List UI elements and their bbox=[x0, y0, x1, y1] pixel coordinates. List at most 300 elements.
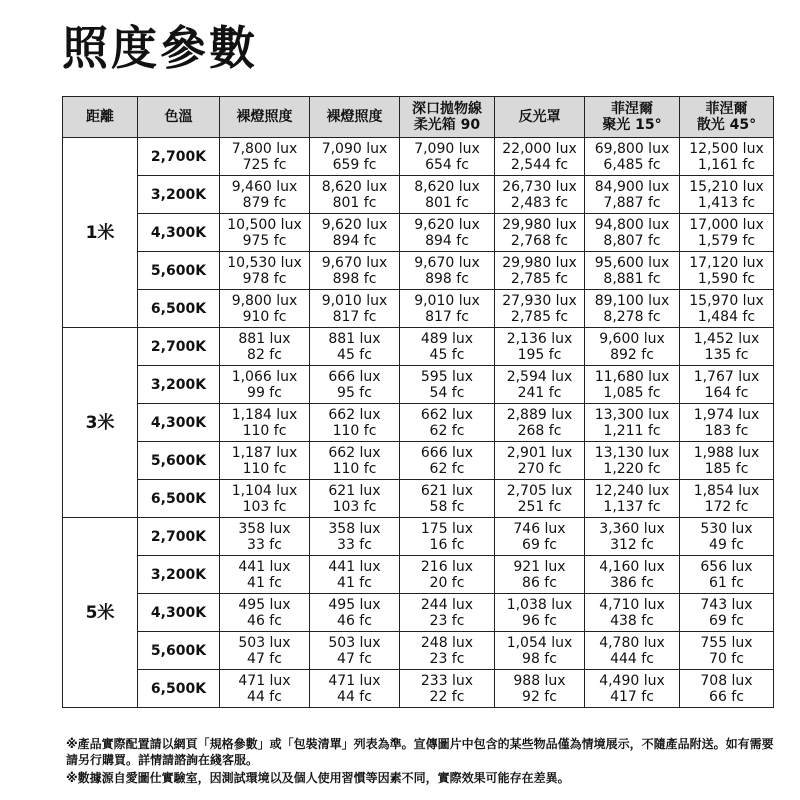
lux-value: 530 lux bbox=[700, 520, 753, 537]
value-cell bbox=[310, 632, 400, 670]
value-cell bbox=[585, 670, 680, 708]
value-cell bbox=[585, 442, 680, 480]
lux-value: 175 lux bbox=[420, 520, 474, 537]
fc-value: 268 fc bbox=[517, 422, 562, 439]
lux-value: 503 lux bbox=[328, 634, 381, 651]
value-cell bbox=[400, 138, 495, 176]
value-cell bbox=[220, 556, 310, 594]
value-cell bbox=[585, 328, 680, 366]
color-temp-cell: 3,200K bbox=[138, 556, 220, 594]
lux-value: 881 lux bbox=[328, 330, 381, 347]
value-cell bbox=[585, 556, 680, 594]
fc-value: 898 fc bbox=[332, 270, 377, 287]
fc-value: 1,413 fc bbox=[697, 194, 756, 211]
value-cell bbox=[680, 176, 774, 214]
lux-value: 489 lux bbox=[420, 330, 474, 347]
color-temp-cell: 6,500K bbox=[138, 290, 220, 328]
lux-value: 1,452 lux bbox=[693, 330, 760, 347]
lux-value: 1,184 lux bbox=[231, 406, 298, 423]
lux-value: 13,300 lux bbox=[594, 406, 670, 423]
fc-value: 110 fc bbox=[242, 460, 287, 477]
fc-value: 61 fc bbox=[709, 574, 744, 591]
value-cell bbox=[495, 290, 585, 328]
value-cell bbox=[310, 518, 400, 556]
fc-value: 2,785 fc bbox=[510, 308, 569, 325]
value-cell bbox=[495, 214, 585, 252]
lux-value: 29,980 lux bbox=[502, 216, 577, 233]
fc-value: 2,768 fc bbox=[510, 232, 569, 249]
fc-value: 7,887 fc bbox=[603, 194, 661, 211]
fc-value: 16 fc bbox=[429, 536, 465, 553]
lux-value: 471 lux bbox=[238, 672, 291, 689]
fc-value: 98 fc bbox=[522, 650, 557, 667]
color-temp-cell: 2,700K bbox=[138, 138, 220, 176]
fc-value: 96 fc bbox=[522, 612, 557, 629]
lux-value: 9,010 lux bbox=[414, 292, 480, 309]
value-cell bbox=[310, 138, 400, 176]
lux-value: 26,730 lux bbox=[502, 178, 577, 195]
table-row bbox=[63, 366, 774, 404]
value-cell bbox=[495, 328, 585, 366]
fc-value: 172 fc bbox=[704, 498, 749, 515]
header-fresnel-flood-line2: 散光 45° bbox=[696, 117, 757, 133]
lux-value: 9,460 lux bbox=[231, 178, 298, 195]
lux-value: 1,854 lux bbox=[693, 482, 760, 499]
header-distance: 距離 bbox=[63, 97, 138, 138]
color-temp-cell: 2,700K bbox=[138, 328, 220, 366]
lux-value: 621 lux bbox=[328, 482, 381, 499]
fc-value: 103 fc bbox=[332, 498, 377, 515]
color-temp-cell: 2,700K bbox=[138, 518, 220, 556]
lux-value: 2,901 lux bbox=[506, 444, 573, 461]
value-cell bbox=[400, 404, 495, 442]
table-row bbox=[63, 442, 774, 480]
value-cell bbox=[400, 214, 495, 252]
fc-value: 41 fc bbox=[337, 574, 372, 591]
fc-value: 386 fc bbox=[610, 574, 654, 591]
color-temp-cell: 3,200K bbox=[138, 176, 220, 214]
fc-value: 2,544 fc bbox=[510, 156, 569, 173]
value-cell bbox=[220, 290, 310, 328]
lux-value: 1,974 lux bbox=[693, 406, 760, 423]
lux-value: 1,066 lux bbox=[231, 368, 298, 385]
value-cell bbox=[310, 290, 400, 328]
lux-value: 358 lux bbox=[238, 520, 291, 537]
lux-value: 662 lux bbox=[328, 406, 381, 423]
lux-value: 441 lux bbox=[328, 558, 381, 575]
fc-value: 45 fc bbox=[429, 346, 465, 363]
lux-value: 84,900 lux bbox=[594, 178, 670, 195]
fc-value: 251 fc bbox=[517, 498, 562, 515]
value-cell bbox=[495, 404, 585, 442]
fc-value: 894 fc bbox=[425, 232, 469, 249]
fc-value: 312 fc bbox=[610, 536, 654, 553]
illuminance-table bbox=[62, 96, 774, 708]
value-cell bbox=[310, 176, 400, 214]
value-cell bbox=[220, 214, 310, 252]
fc-value: 58 fc bbox=[429, 498, 465, 515]
lux-value: 503 lux bbox=[238, 634, 291, 651]
fc-value: 62 fc bbox=[429, 460, 465, 477]
value-cell bbox=[220, 518, 310, 556]
header-reflector: 反光罩 bbox=[495, 97, 585, 138]
lux-value: 233 lux bbox=[420, 672, 474, 689]
value-cell bbox=[495, 556, 585, 594]
lux-value: 15,210 lux bbox=[689, 178, 764, 195]
fc-value: 95 fc bbox=[337, 384, 372, 401]
fc-value: 46 fc bbox=[337, 612, 372, 629]
lux-value: 3,360 lux bbox=[599, 520, 665, 537]
header-color-temp: 色溫 bbox=[138, 97, 220, 138]
value-cell bbox=[495, 670, 585, 708]
lux-value: 9,670 lux bbox=[321, 254, 388, 271]
fc-value: 2,483 fc bbox=[510, 194, 569, 211]
fc-value: 801 fc bbox=[425, 194, 469, 211]
value-cell bbox=[585, 214, 680, 252]
lux-value: 662 lux bbox=[328, 444, 381, 461]
fc-value: 103 fc bbox=[242, 498, 287, 515]
lux-value: 10,500 lux bbox=[227, 216, 302, 233]
value-cell bbox=[495, 480, 585, 518]
lux-value: 595 lux bbox=[420, 368, 474, 385]
lux-value: 1,104 lux bbox=[231, 482, 298, 499]
header-softbox-line1: 深口拋物線 bbox=[412, 101, 482, 117]
fc-value: 1,211 fc bbox=[603, 422, 661, 439]
fc-value: 110 fc bbox=[332, 422, 377, 439]
fc-value: 2,785 fc bbox=[510, 270, 569, 287]
color-temp-cell: 6,500K bbox=[138, 670, 220, 708]
lux-value: 441 lux bbox=[238, 558, 291, 575]
lux-value: 666 lux bbox=[328, 368, 381, 385]
value-cell bbox=[400, 290, 495, 328]
color-temp-cell: 6,500K bbox=[138, 480, 220, 518]
lux-value: 1,988 lux bbox=[693, 444, 760, 461]
fc-value: 45 fc bbox=[337, 346, 372, 363]
value-cell bbox=[310, 366, 400, 404]
value-cell bbox=[310, 670, 400, 708]
lux-value: 4,780 lux bbox=[599, 634, 665, 651]
fc-value: 41 fc bbox=[247, 574, 282, 591]
value-cell bbox=[585, 480, 680, 518]
distance-cell: 1米 bbox=[63, 138, 138, 328]
lux-value: 662 lux bbox=[420, 406, 474, 423]
lux-value: 881 lux bbox=[238, 330, 291, 347]
fc-value: 1,085 fc bbox=[603, 384, 661, 401]
lux-value: 4,160 lux bbox=[599, 558, 665, 575]
value-cell bbox=[310, 328, 400, 366]
value-cell bbox=[680, 594, 774, 632]
fc-value: 659 fc bbox=[332, 156, 377, 173]
lux-value: 248 lux bbox=[420, 634, 474, 651]
fc-value: 69 fc bbox=[709, 612, 744, 629]
fc-value: 185 fc bbox=[704, 460, 749, 477]
value-cell bbox=[680, 480, 774, 518]
fc-value: 817 fc bbox=[332, 308, 377, 325]
header-softbox bbox=[400, 97, 495, 138]
lux-value: 2,594 lux bbox=[506, 368, 573, 385]
table-row bbox=[63, 176, 774, 214]
table-row bbox=[63, 594, 774, 632]
lux-value: 69,800 lux bbox=[594, 140, 670, 157]
value-cell bbox=[220, 366, 310, 404]
fc-value: 241 fc bbox=[517, 384, 562, 401]
fc-value: 444 fc bbox=[610, 650, 654, 667]
fc-value: 135 fc bbox=[704, 346, 749, 363]
fc-value: 33 fc bbox=[247, 536, 282, 553]
value-cell bbox=[680, 518, 774, 556]
value-cell bbox=[400, 252, 495, 290]
value-cell bbox=[495, 366, 585, 404]
color-temp-cell: 5,600K bbox=[138, 632, 220, 670]
fc-value: 164 fc bbox=[704, 384, 749, 401]
lux-value: 8,620 lux bbox=[414, 178, 480, 195]
value-cell bbox=[220, 480, 310, 518]
table-header-row bbox=[63, 97, 774, 138]
table-row bbox=[63, 480, 774, 518]
value-cell bbox=[680, 290, 774, 328]
lux-value: 12,240 lux bbox=[594, 482, 670, 499]
fc-value: 1,220 fc bbox=[603, 460, 661, 477]
lux-value: 216 lux bbox=[420, 558, 474, 575]
lux-value: 656 lux bbox=[700, 558, 753, 575]
value-cell bbox=[585, 404, 680, 442]
fc-value: 33 fc bbox=[337, 536, 372, 553]
lux-value: 9,010 lux bbox=[321, 292, 388, 309]
lux-value: 1,767 lux bbox=[693, 368, 760, 385]
fc-value: 801 fc bbox=[332, 194, 377, 211]
value-cell bbox=[220, 328, 310, 366]
table-row bbox=[63, 404, 774, 442]
lux-value: 755 lux bbox=[700, 634, 753, 651]
lux-value: 2,705 lux bbox=[506, 482, 573, 499]
fc-value: 82 fc bbox=[247, 346, 282, 363]
fc-value: 1,579 fc bbox=[697, 232, 756, 249]
table-row bbox=[63, 518, 774, 556]
fc-value: 894 fc bbox=[332, 232, 377, 249]
page-title: 照度參數 bbox=[62, 21, 258, 75]
fc-value: 47 fc bbox=[337, 650, 372, 667]
fc-value: 1,590 fc bbox=[697, 270, 756, 287]
footnote-product-config: ※產品實際配置請以網頁「規格參數」或「包裝清單」列表為準。宣傳圖片中包含的某些物品僅為情境展示，不隨產品附送。如有需要請另行購買。詳情請諮詢在綫客服。 bbox=[66, 737, 774, 767]
fc-value: 22 fc bbox=[429, 688, 465, 705]
value-cell bbox=[680, 632, 774, 670]
lux-value: 988 lux bbox=[513, 672, 566, 689]
fc-value: 23 fc bbox=[429, 612, 465, 629]
value-cell bbox=[680, 366, 774, 404]
fc-value: 110 fc bbox=[332, 460, 377, 477]
fc-value: 49 fc bbox=[709, 536, 744, 553]
fc-value: 44 fc bbox=[337, 688, 372, 705]
value-cell bbox=[495, 252, 585, 290]
fc-value: 46 fc bbox=[247, 612, 282, 629]
value-cell bbox=[220, 442, 310, 480]
fc-value: 69 fc bbox=[522, 536, 557, 553]
header-fresnel-flood-line1: 菲涅爾 bbox=[705, 101, 748, 117]
fc-value: 8,807 fc bbox=[603, 232, 661, 249]
fc-value: 1,484 fc bbox=[697, 308, 756, 325]
value-cell bbox=[680, 442, 774, 480]
lux-value: 495 lux bbox=[238, 596, 291, 613]
fc-value: 99 fc bbox=[247, 384, 282, 401]
table-row bbox=[63, 556, 774, 594]
value-cell bbox=[495, 138, 585, 176]
color-temp-cell: 5,600K bbox=[138, 252, 220, 290]
value-cell bbox=[495, 594, 585, 632]
lux-value: 9,600 lux bbox=[599, 330, 665, 347]
header-fresnel-spot-line1: 菲涅爾 bbox=[611, 101, 653, 117]
value-cell bbox=[220, 632, 310, 670]
color-temp-cell: 4,300K bbox=[138, 214, 220, 252]
lux-value: 9,800 lux bbox=[231, 292, 298, 309]
value-cell bbox=[495, 518, 585, 556]
lux-value: 7,090 lux bbox=[321, 140, 388, 157]
fc-value: 195 fc bbox=[517, 346, 562, 363]
fc-value: 23 fc bbox=[429, 650, 465, 667]
value-cell bbox=[585, 632, 680, 670]
value-cell bbox=[220, 594, 310, 632]
value-cell bbox=[495, 632, 585, 670]
value-cell bbox=[310, 404, 400, 442]
value-cell bbox=[220, 252, 310, 290]
fc-value: 92 fc bbox=[522, 688, 557, 705]
lux-value: 15,970 lux bbox=[689, 292, 764, 309]
value-cell bbox=[495, 176, 585, 214]
value-cell bbox=[680, 214, 774, 252]
value-cell bbox=[400, 176, 495, 214]
value-cell bbox=[680, 138, 774, 176]
lux-value: 12,500 lux bbox=[689, 140, 764, 157]
header-bare-1: 裸燈照度 bbox=[220, 97, 310, 138]
table-row bbox=[63, 328, 774, 366]
lux-value: 27,930 lux bbox=[502, 292, 577, 309]
fc-value: 66 fc bbox=[709, 688, 744, 705]
lux-value: 746 lux bbox=[513, 520, 566, 537]
fc-value: 20 fc bbox=[429, 574, 465, 591]
fc-value: 47 fc bbox=[247, 650, 282, 667]
lux-value: 94,800 lux bbox=[594, 216, 670, 233]
lux-value: 29,980 lux bbox=[502, 254, 577, 271]
value-cell bbox=[585, 252, 680, 290]
value-cell bbox=[585, 594, 680, 632]
table-row bbox=[63, 670, 774, 708]
lux-value: 495 lux bbox=[328, 596, 381, 613]
fc-value: 1,161 fc bbox=[697, 156, 756, 173]
value-cell bbox=[680, 670, 774, 708]
lux-value: 1,038 lux bbox=[506, 596, 573, 613]
value-cell bbox=[400, 632, 495, 670]
distance-cell: 3米 bbox=[63, 328, 138, 518]
value-cell bbox=[310, 556, 400, 594]
color-temp-cell: 5,600K bbox=[138, 442, 220, 480]
value-cell bbox=[585, 366, 680, 404]
value-cell bbox=[400, 518, 495, 556]
table-body bbox=[63, 138, 774, 708]
header-fresnel-spot-line2: 聚光 15° bbox=[602, 117, 662, 133]
value-cell bbox=[220, 404, 310, 442]
fc-value: 438 fc bbox=[610, 612, 654, 629]
value-cell bbox=[310, 442, 400, 480]
table-row bbox=[63, 138, 774, 176]
lux-value: 244 lux bbox=[420, 596, 474, 613]
fc-value: 8,881 fc bbox=[603, 270, 661, 287]
value-cell bbox=[310, 214, 400, 252]
value-cell bbox=[220, 670, 310, 708]
lux-value: 1,054 lux bbox=[506, 634, 573, 651]
lux-value: 708 lux bbox=[700, 672, 753, 689]
fc-value: 270 fc bbox=[517, 460, 562, 477]
fc-value: 6,485 fc bbox=[603, 156, 661, 173]
value-cell bbox=[400, 556, 495, 594]
fc-value: 8,278 fc bbox=[603, 308, 661, 325]
fc-value: 892 fc bbox=[610, 346, 654, 363]
lux-value: 7,800 lux bbox=[231, 140, 298, 157]
fc-value: 183 fc bbox=[704, 422, 749, 439]
fc-value: 86 fc bbox=[522, 574, 557, 591]
fc-value: 417 fc bbox=[610, 688, 654, 705]
table-row bbox=[63, 252, 774, 290]
lux-value: 17,000 lux bbox=[689, 216, 764, 233]
table-row bbox=[63, 214, 774, 252]
value-cell bbox=[310, 480, 400, 518]
lux-value: 95,600 lux bbox=[594, 254, 670, 271]
value-cell bbox=[400, 442, 495, 480]
footnote-data-source: ※數據源自愛圖仕實驗室，因測試環境以及個人使用習慣等因素不同，實際效果可能存在差異。 bbox=[66, 771, 570, 785]
fc-value: 44 fc bbox=[247, 688, 282, 705]
lux-value: 89,100 lux bbox=[594, 292, 670, 309]
value-cell bbox=[220, 138, 310, 176]
lux-value: 13,130 lux bbox=[594, 444, 670, 461]
color-temp-cell: 3,200K bbox=[138, 366, 220, 404]
value-cell bbox=[400, 480, 495, 518]
lux-value: 9,670 lux bbox=[414, 254, 480, 271]
fc-value: 54 fc bbox=[429, 384, 465, 401]
lux-value: 2,136 lux bbox=[506, 330, 573, 347]
value-cell bbox=[680, 404, 774, 442]
value-cell bbox=[680, 328, 774, 366]
fc-value: 654 fc bbox=[425, 156, 469, 173]
value-cell bbox=[680, 556, 774, 594]
lux-value: 921 lux bbox=[513, 558, 566, 575]
fc-value: 898 fc bbox=[425, 270, 469, 287]
lux-value: 4,710 lux bbox=[599, 596, 665, 613]
header-fresnel-flood bbox=[680, 97, 774, 138]
fc-value: 1,137 fc bbox=[603, 498, 661, 515]
fc-value: 978 fc bbox=[242, 270, 287, 287]
table-row bbox=[63, 632, 774, 670]
lux-value: 8,620 lux bbox=[321, 178, 388, 195]
value-cell bbox=[585, 176, 680, 214]
lux-value: 666 lux bbox=[420, 444, 474, 461]
value-cell bbox=[400, 594, 495, 632]
fc-value: 817 fc bbox=[425, 308, 469, 325]
fc-value: 62 fc bbox=[429, 422, 465, 439]
value-cell bbox=[400, 670, 495, 708]
lux-value: 471 lux bbox=[328, 672, 381, 689]
value-cell bbox=[680, 252, 774, 290]
fc-value: 110 fc bbox=[242, 422, 287, 439]
color-temp-cell: 4,300K bbox=[138, 404, 220, 442]
fc-value: 70 fc bbox=[709, 650, 744, 667]
lux-value: 10,530 lux bbox=[227, 254, 302, 271]
value-cell bbox=[400, 366, 495, 404]
value-cell bbox=[585, 290, 680, 328]
lux-value: 743 lux bbox=[700, 596, 753, 613]
lux-value: 1,187 lux bbox=[231, 444, 298, 461]
lux-value: 7,090 lux bbox=[414, 140, 480, 157]
value-cell bbox=[585, 138, 680, 176]
value-cell bbox=[220, 176, 310, 214]
fc-value: 725 fc bbox=[242, 156, 287, 173]
